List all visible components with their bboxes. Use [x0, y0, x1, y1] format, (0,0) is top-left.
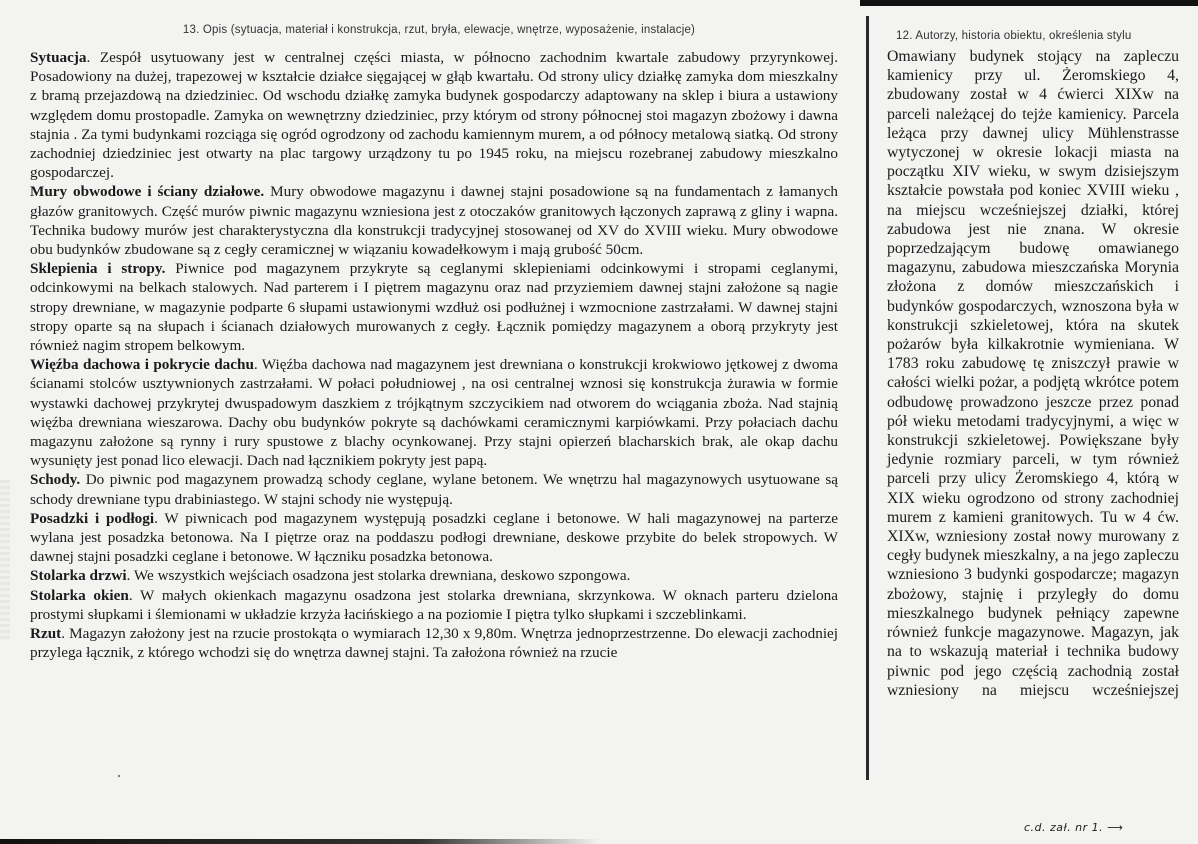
paragraph-windows: Stolarka okien. W małych okienkach magazynu osadzona jest stolarka drewniana, skrzynkowa. W oknach parteru dzielona prostymi słupkami i ślemionami w układzie krzyża łacińskiego a na poziomie I piętra tylko słupkami i szczeblinkami. [30, 586, 838, 623]
paragraph-plan: Rzut. Magazyn założony jest na rzucie prostokąta o wymiarach 12,30 x 9,80m. Wnętrza jednoprzestrzenne. Do elewacji zachodniej przylega łącznik, z którego wchodzi się do wnętrza dawnej stajni. Ta założona również na rzucie [30, 625, 838, 662]
paragraph-walls: Mury obwodowe i ściany działowe. Mury obwodowe magazynu i dawnej stajni posadowione są na fundamentach z łamanych głazów granitowych. Część murów piwnic magazynu wzniesiona jest z otoczaków granitowych łączonych zaprawą z gliny i wapna. Technika budowy murów jest charakterystyczna dla konstrukcji tradycyjnej stosowanej od XV do XVIII wieku. Mury obwodowe obu budynków zbudowane są z cegły ceramicznej w wiązaniu kowadełkowym i mają grubość 50cm. [30, 183, 838, 259]
section-12-heading: 12. Autorzy, historia obiektu, określenia stylu [896, 30, 1132, 42]
section-13-heading: 13. Opis (sytuacja, materiał i konstrukcja, rzut, bryła, elewacje, wnętrze, wyposażenie, instalacje) [182, 24, 696, 36]
history-body [887, 47, 1179, 700]
history-paragraph: Omawiany budynek stojący na zapleczu kamienicy przy ul. Żeromskiego 4, zbudowany został w 4 ćwierci XIXw na parceli należącej do tejże kamienicy. Parcela leżąca przy dawnej ulicy Mühlenstrasse wytyczonej w okresie lokacji miasta na początku XIV wieku, w swym dzisiejszym kształcie powstała pod koniec XVIII wieku , na miejscu wcześniejszej działki, której zabudowa jest nie znana. W okresie poprzedzającym budowę omawianego magazynu, zabudowa mieszczańska Morynia złożona z domów mieszczańskich i budynków gospodarczych, wznoszona była w konstrukcji szkieletowej, która na skutek pożarów była kilkakrotnie wymieniana. W 1783 roku zabudowę tę zniszczył prawie w całości wielki pożar, a podjętą wkrótce potem odbudowę prowadzono jeszcze przez ponad pół wieku metodami tradycyjnymi, a więc w konstrukcji szkieletowej. Powiększane były jedynie rozmiary parceli, w tym również parceli przy ulicy Żeromskiego 4, którą w XIX wieku ogrodzono od strony zachodniej murem z kamieni granitowych. Tu w 4 ćw. XIXw, wzniesiony został nowy murowany z cegły budynek mieszkalny, a na jego zapleczu wzniesiono 3 budynki gospodarcze; magazyn zbożowy, stajnię i przyległy do domu mieszkalnego budynek pełniący zapewne również funkcje magazynowe. Magazyn, jak na to wskazują materiał i technika budowy piwnic pod jego częścią zachodnią został wzniesiony na miejscu wcześniejszej [887, 48, 1179, 699]
scan-speck [118, 775, 120, 777]
paragraph-doors: Stolarka drzwi. We wszystkich wejściach osadzona jest stolarka drewniana, deskowo szpongowa. [30, 567, 631, 585]
paragraph-situation: Sytuacja. Zespół usytuowany jest w centralnej części miasta, w północno zachodnim kwartale zabudowy przyrynkowej. Posadowiony na dużej, trapezowej w kształcie działce sięgającej w głąb kwartału. Od strony ulicy działkę zamyka dom mieszkalny z bramą przejazdową na dziedziniec. Od wschodu działkę zamyka budynek gospodarczy adaptowany na sklep i biura a ustawiony względem domu prostopadle. Zamyka on wewnętrzny dziedziniec, przy którym od strony północnej stoi magazyn zbożowy i dawna stajnia . Za tymi budynkami rozciąga się ogród ogrodzony od zachodu kamiennym murem, a od północy metalową siatką. Od strony zachodniej dziedziniec jest otwarty na plac targowy urządzony tu po 1945 roku, na miejscu rozebranej zabudowy mieszkalno gospodarczej. [30, 49, 838, 182]
scan-edge-bottom [0, 839, 600, 844]
continuation-note: c.d. zał. nr 1. ⟶ [1024, 821, 1124, 834]
paragraph-roof: Więźba dachowa i pokrycie dachu. Więźba dachowa nad magazynem jest drewniana o konstrukcji krokwiowo jętkowej z dwoma ścianami stolców usztywnionych zastrzałami. W połaci południowej , na osi centralnej wznosi się konstrukcja żurawia w formie wystawki dachowej przykrytej dwuspadowym daszkiem z trójkątnym szczycikiem nad otworem do wciągania zboża. Nad stajnią więźba drewniana wieszarowa. Dachy obu budynków pokryte są dachówkami ceramicznymi karpiówkami. Przy połaciach dachu magazynu założone są rynny i rury spustowe z blachy ocynkowanej. Przy stajni opierzeń blacharskich brak, ale okap dachu wysunięty jest ponad lico elewacji. Dach nad łącznikiem pokryty jest papą. [30, 356, 838, 470]
description-column [30, 0, 838, 663]
scan-artifact [0, 480, 10, 640]
paragraph-stairs: Schody. Do piwnic pod magazynem prowadzą schody ceglane, wylane betonem. We wnętrzu hal magazynowych usytuowane są schody drewniane typu drabiniastego. W stajni schody nie występują. [30, 471, 838, 508]
paragraph-floors: Posadzki i podłogi. W piwnicach pod magazynem występują posadzki ceglane i betonowe. W hali magazynowej na parterze wylana jest posadzka betonowa. Na I piętrze oraz na poddaszu podłogi drewniane, deskowe przybite do belek stropowych. W dawnej stajni posadzki ceglane i betonowe. W łączniku posadzka betonowa. [30, 509, 839, 566]
paragraph-vaults: Sklepienia i stropy. Piwnice pod magazynem przykryte są ceglanymi sklepieniami odcinkowymi i stropami ceglanymi, odcinkowymi na belkach stalowych. Nad parterem i I piętrem magazynu oraz nad przyziemiem dawnej stajni założone są nagie stropy drewniane, w magazynie podparte 6 słupami ustawionymi wzdłuż osi podłużnej i wzmocnione zastrzałami. W dawnej stajni stropy oparte są na słupach i ścianach działowych murowanych z cegły. Łącznik pomiędzy magazynem a oborą przykryty jest również nagim stropem belkowym. [30, 260, 838, 355]
description-body [30, 48, 838, 663]
history-column [886, 0, 1188, 700]
column-divider [866, 16, 869, 780]
